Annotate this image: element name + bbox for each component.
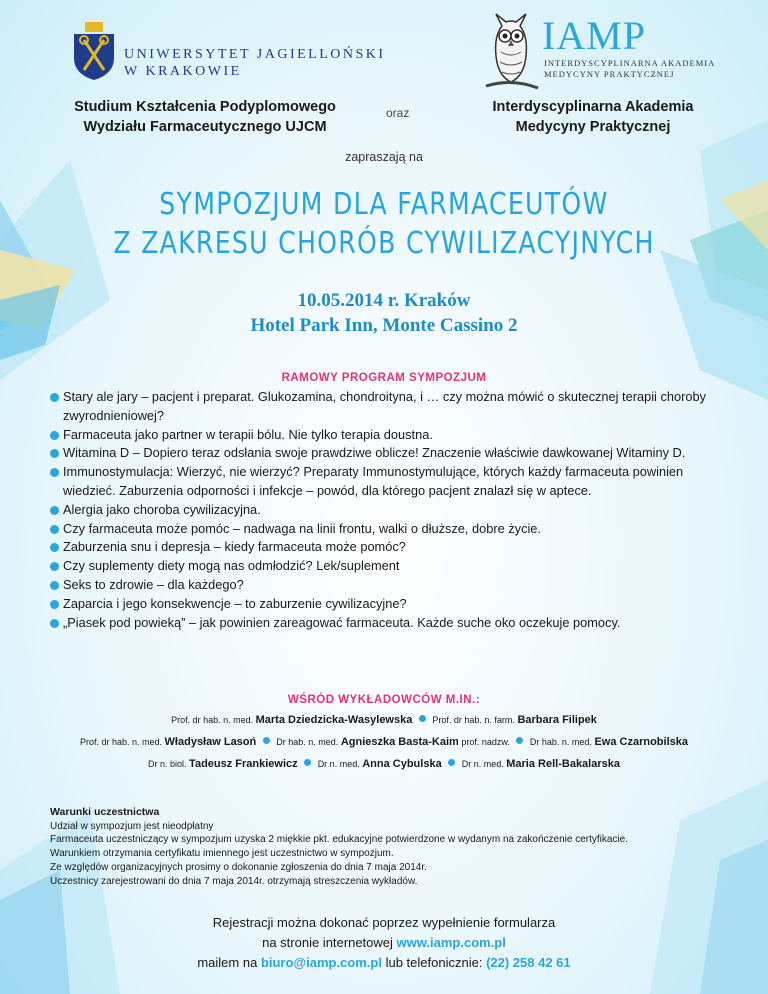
program-item-text: Zaburzenia snu i depresja – kiedy farmaceuta może pomóc? bbox=[63, 539, 406, 555]
program-item-text: „Piasek pod powieką” – jak powinien zareagować farmaceuta. Każde suche oko oczekuje pomocy. bbox=[63, 614, 621, 630]
list-item bbox=[50, 463, 720, 501]
organizer-left-line2: Wydziału Farmaceutycznego UJCM bbox=[83, 119, 327, 135]
bullet-icon bbox=[50, 619, 59, 628]
lecturers-row-2 bbox=[0, 736, 768, 748]
program-item-text: Zaparcia i jego konsekwencje – to zaburzenie cywilizacyjne? bbox=[63, 595, 407, 611]
program-item-text: Witamina D – Dopiero teraz odsłania swoje prawdziwe oblicze! Znaczenie właściwie dawkowanej Witaminy D. bbox=[63, 445, 686, 461]
iamp-sub-line2: MEDYCYNY PRAKTYCZNEJ bbox=[544, 69, 675, 79]
lecturer-name: Władysław Lasoń bbox=[164, 736, 257, 748]
conditions-line: Warunkiem otrzymania certyfikatu imiennego jest uczestnictwo w sympozjum. bbox=[50, 848, 394, 860]
program-item-text: Alergia jako choroba cywilizacyjna. bbox=[63, 501, 261, 517]
registration-text: na stronie internetowej bbox=[262, 935, 393, 950]
bullet-icon bbox=[50, 393, 59, 402]
conditions-line: Farmaceuta uczestniczący w sympozjum uzyska 2 miękkie pkt. edukacyjne potwierdzone w wydanym na zakończenie certyfikacie. bbox=[50, 834, 629, 846]
bullet-icon bbox=[50, 468, 59, 477]
registration-info bbox=[0, 913, 768, 973]
uj-name bbox=[124, 46, 386, 80]
program-list bbox=[50, 388, 720, 632]
lecturer-name: Agnieszka Basta-Kaim bbox=[340, 736, 459, 748]
uj-name-line2: W KRAKOWIE bbox=[124, 64, 242, 79]
bullet-icon bbox=[50, 431, 59, 440]
program-item-text: Farmaceuta jako partner w terapii bólu. Nie tylko terapia doustna. bbox=[63, 426, 433, 442]
conjunction-text: oraz bbox=[386, 106, 410, 120]
conditions-line: Udział w sympozjum jest nieodpłatny bbox=[50, 820, 214, 832]
uj-name-line1: UNIWERSYTET JAGIELLOŃSKI bbox=[124, 47, 386, 62]
registration-text: lub telefonicznie: bbox=[385, 955, 483, 970]
lecturer-name: Tadeusz Frankiewicz bbox=[189, 758, 298, 770]
lecturer-title: Dr hab. n. med. bbox=[529, 737, 592, 747]
lecturer-title: Dr n. biol. bbox=[148, 759, 187, 769]
iamp-subtitle bbox=[544, 58, 715, 80]
lecturer-name: Anna Cybulska bbox=[362, 758, 442, 770]
list-item bbox=[50, 576, 720, 595]
program-item-text: Seks to zdrowie – dla każdego? bbox=[63, 576, 244, 592]
list-item bbox=[50, 388, 720, 426]
iamp-sub-line1: INTERDYSCYPLINARNA AKADEMIA bbox=[544, 58, 716, 68]
bullet-icon bbox=[304, 759, 311, 766]
event-title-line1: SYMPOZJUM DLA FARMACEUTÓW bbox=[159, 187, 609, 222]
event-title-line2: Z ZAKRESU CHORÓB CYWILIZACYJNYCH bbox=[113, 226, 655, 261]
lecturer-title: Prof. dr hab. n. med. bbox=[171, 715, 254, 725]
list-item bbox=[50, 614, 720, 633]
event-date: 10.05.2014 r. Kraków bbox=[297, 290, 471, 311]
bullet-icon bbox=[263, 737, 270, 744]
lecturer-suffix: prof. nadzw. bbox=[461, 737, 510, 747]
organizer-left bbox=[40, 97, 370, 137]
bullet-icon bbox=[50, 600, 59, 609]
event-date-venue bbox=[0, 288, 768, 338]
program-item-text: Czy suplementy diety mogą nas odmłodzić? Lek/suplement bbox=[63, 558, 400, 574]
list-item bbox=[50, 520, 720, 539]
lecturer-name: Ewa Czarnobilska bbox=[594, 736, 688, 748]
organizer-right bbox=[448, 97, 738, 137]
bullet-icon bbox=[448, 759, 455, 766]
phone-number[interactable]: (22) 258 42 61 bbox=[486, 955, 571, 970]
program-item-text: Stary ale jary – pacjent i preparat. Glukozamina, chondroityna, i … czy można mówić o skutecznej terapii choroby zwyrodnieniowej? bbox=[63, 389, 706, 423]
bullet-icon bbox=[50, 525, 59, 534]
lecturer-name: Barbara Filipek bbox=[517, 714, 597, 726]
lecturer-name: Marta Dziedzicka-Wasylewska bbox=[255, 714, 413, 726]
bullet-icon bbox=[50, 449, 59, 458]
lecturers-row-1 bbox=[0, 714, 768, 726]
event-title bbox=[61, 185, 706, 263]
organizer-right-line2: Medycyny Praktycznej bbox=[515, 119, 671, 135]
program-item-text: Immunostymulacja: Wierzyć, nie wierzyć? Preparaty Immunostymulujące, których każdy farmaceuta powinien wiedzieć. Zaburzenia odporności i infekcje – powód, dla którego pacjent znalazł się w aptece. bbox=[63, 464, 684, 498]
organizer-right-line1: Interdyscyplinarna Akademia bbox=[492, 99, 694, 115]
list-item bbox=[50, 557, 720, 576]
lecturer-name: Maria Rell-Bakalarska bbox=[506, 758, 620, 770]
lecturer-title: Dr n. med. bbox=[317, 759, 360, 769]
lecturer-title: Dr hab. n. med. bbox=[276, 737, 339, 747]
website-link[interactable]: www.iamp.com.pl bbox=[396, 935, 506, 950]
bullet-icon bbox=[50, 506, 59, 515]
organizer-left-line1: Studium Kształcenia Podyplomowego bbox=[74, 99, 336, 115]
participation-conditions bbox=[50, 806, 740, 888]
iamp-title: IAMP bbox=[542, 13, 647, 58]
owl-logo-icon bbox=[482, 12, 540, 96]
list-item bbox=[50, 426, 720, 445]
lecturer-title: Dr n. med. bbox=[461, 759, 504, 769]
registration-text: mailem na bbox=[197, 955, 258, 970]
uj-logo-icon bbox=[70, 22, 118, 82]
bullet-icon bbox=[419, 715, 426, 722]
registration-line1: Rejestracji można dokonać poprzez wypełnienie formularza bbox=[212, 915, 556, 930]
list-item bbox=[50, 501, 720, 520]
lecturers-heading: WŚRÓD WYKŁADOWCÓW M.IN.: bbox=[287, 694, 481, 706]
list-item bbox=[50, 538, 720, 557]
list-item bbox=[50, 444, 720, 463]
registration-line2 bbox=[0, 933, 768, 953]
bullet-icon bbox=[50, 543, 59, 552]
conditions-line: Uczestnicy zarejestrowani do dnia 7 maja 2014r. otrzymają streszczenia wykładów. bbox=[50, 875, 418, 887]
lecturers-row-3 bbox=[0, 758, 768, 770]
bullet-icon bbox=[516, 737, 523, 744]
registration-line3 bbox=[0, 953, 768, 973]
program-item-text: Czy farmaceuta może pomóc – nadwaga na linii frontu, walki o dłuższe, dobre życie. bbox=[63, 520, 541, 536]
bullet-icon bbox=[50, 581, 59, 590]
conditions-line: Ze względów organizacyjnych prosimy o dokonanie zgłoszenia do dnia 7 maja 2014r. bbox=[50, 861, 427, 873]
conditions-heading: Warunki uczestnictwa bbox=[50, 806, 160, 818]
list-item bbox=[50, 595, 720, 614]
bullet-icon bbox=[50, 562, 59, 571]
email-link[interactable]: biuro@iamp.com.pl bbox=[260, 955, 382, 970]
invite-text: zapraszają na bbox=[345, 150, 423, 164]
event-venue: Hotel Park Inn, Monte Cassino 2 bbox=[250, 315, 518, 336]
program-heading: RAMOWY PROGRAM SYMPOZJUM bbox=[281, 372, 487, 384]
lecturer-title: Prof. dr hab. n. farm. bbox=[432, 715, 515, 725]
lecturer-title: Prof. dr hab. n. med. bbox=[79, 737, 163, 747]
